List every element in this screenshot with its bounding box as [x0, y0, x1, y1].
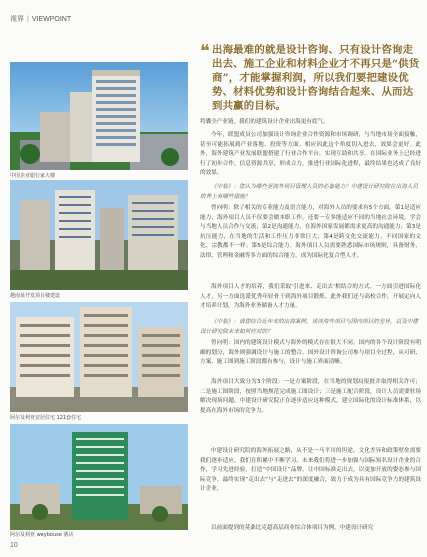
photo-city-complex [10, 180, 188, 290]
answer-2-continued: 海外项目大致分为3个阶段：一是方案阶段，在当地的规划局报批并取得相关许可；二是施工图阶段，按照当地规范完成施工图设计；三是施工配合阶段，设计人员需要驻场解决现场问题。中建设计研究院正在逐步适应这种模式，建立国际化的设计标准体系，以提高在海外市场的竞争力。 [200, 379, 421, 414]
question-2: 《中装》：请您结合近年来的出海案例，谈谈海外项目与国内项目的差异，以及中建设计研究院未来如何应对的？ [200, 319, 418, 335]
photo-caption: 越南某开发项目楼建设 [10, 293, 61, 299]
paragraph-intro: 将囊全产业链。我们的建筑设计企业出海更有底气。 [200, 119, 329, 125]
quote-mark-icon: ❝ [200, 41, 210, 62]
answer-1: 曾向明：除了相关的专业能力及语言能力，对海外人员的要求有5个方面。第1是适应能力，海外项目人员不仅要会做本职工作，还要一专多能适应不同的当地社会环境，学会与当地人员合作与交流；第2是沟通能力，在海外国家发展都需求更高的沟通能力；第3是抗压能力，在当地的生活和工作压力非常巨大；第4是跨文化交流能力，不同国家的文化、宗教都不一样；第5是综合能力。海外项目人员需要熟悉国际市场规则，具备财务、法律、管理和金融等多方面的综合能力，成为国际化复合型人才。 [200, 205, 421, 259]
photo-hotel [10, 424, 188, 530]
photo-caption: 中国企业银行家大楼 [10, 173, 56, 179]
question-1: 《中装》：您认为哪些是海外项目管理人员的必备能力？中建设计研究院在出海人员培养上有哪些措施？ [200, 184, 418, 200]
pull-quote-text: 出海最难的就是设计咨询、只有设计咨询走出去、施工企业和材料企业才不再只是“供货商”，才能掌握利润，所以我们要把建设优势、材料优势和设计咨询结合起来、从而达到共赢的目标。 [212, 44, 420, 112]
section-label-en: VIEWPOINT [31, 16, 72, 23]
answer-2-continued-3: 以前面提到的莫桑比克超高层商业综合体项目为例，中建设计研究 [211, 525, 374, 531]
section-label-cn: 视界 [10, 16, 24, 23]
paragraph-alliance: 今年，联盟成员公司加强设计咨询企业合作资源和市场调研，与当地市场全面接触，甚至可能拓展到产业落地、投资等方面。相应因此这个角度切入进去，效果会更好。此外，海外建筑产业发展联盟搭建了行业合作平台，实现互助和共享。在国际业务上已经进行了初步合作，信息资源共享，形成合力，推进行业国际化进程，最终结果也达成了良好的效果。 [200, 132, 421, 177]
photo-caption: 阿尔及利亚安居住宅 121套住宅 [10, 415, 82, 421]
photo-residential-buildings [10, 302, 188, 412]
page-number: 10 [10, 542, 18, 549]
pull-quote [200, 43, 420, 113]
answer-2: 曾向明：国内的建筑设计模式与海外的模式存在很大不同。国内的各个设计阶段有明确的划分，海外则强调设计与施工的整合。国外设计咨询公司参与项目全过程，从可研、方案、施工图到施工阶段都有参与，设计与施工界面清晰。 [200, 340, 421, 366]
answer-1-continued: 海外项目人才的培养，我们采取‘引进来、走出去’相结合的方式。一方面引进国际化人才，另一方面选派优秀年轻骨干到海外项目锻炼。此外我们还与高校合作，开展定向人才培养计划，为海外业务储备人才力量。 [200, 284, 421, 310]
section-header: 视界 | VIEWPOINT [10, 16, 72, 23]
answer-2-continued-2: 中建设计研究院的海外拓展之路，从不是一马平川的坦途。文化差异和政策壁垒需要我们逐步适应，我们在积累中不断学习。未来我们将进一步加强与国际知名设计企业的合作，学习先进经验，打造“中国设计”品牌，让中国标准走出去，以更加开放的姿态参与国际竞争，最终实现“走出去”与“走进去”的深度融合，致力于成为具有国际竞争力的建筑设计企业。 [200, 448, 421, 493]
photo-caption: 阿尔及利亚 weybouse 酒店 [10, 532, 74, 538]
photo-high-rise-tower [10, 62, 188, 170]
